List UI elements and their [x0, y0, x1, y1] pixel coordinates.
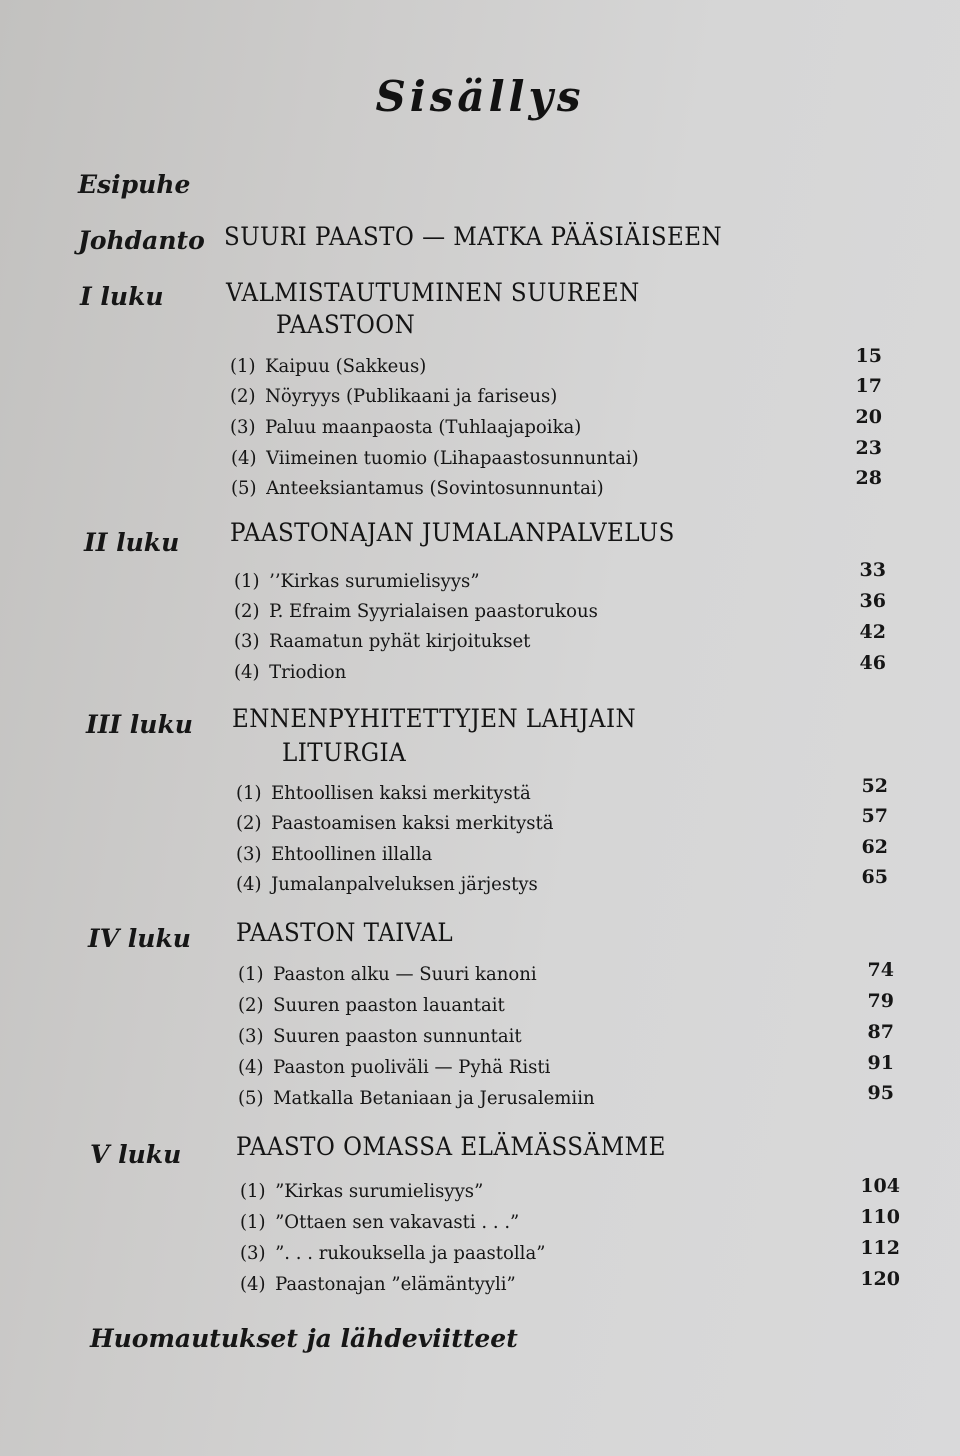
toc-entry[interactable]: (1) Paaston alku — Suuri kanoni	[238, 963, 537, 985]
page-number: 74	[867, 959, 894, 981]
toc-entry[interactable]: (4) Paastonajan ”elämäntyyli”	[240, 1273, 516, 1295]
toc-entry[interactable]: (2) Suuren paaston lauantait	[238, 994, 505, 1016]
page-number: 42	[859, 621, 886, 643]
chapter-title-line: PAASTOON	[276, 310, 416, 339]
chapter-title-line: PAASTON TAIVAL	[236, 918, 454, 947]
chapter-title-line: ENNENPYHITETTYJEN LAHJAIN	[232, 704, 637, 733]
page-number: 17	[855, 375, 882, 397]
toc-entry[interactable]: (2) P. Efraim Syyrialaisen paastorukous	[234, 600, 598, 622]
toc-entry[interactable]: (2) Paastoamisen kaksi merkitystä	[236, 812, 554, 834]
chapter-title-line: PAASTONAJAN JUMALANPALVELUS	[230, 518, 675, 547]
toc-entry[interactable]: (4) Jumalanpalveluksen järjestys	[236, 873, 538, 895]
page-number: 46	[859, 652, 886, 674]
toc-entry[interactable]: (4) Triodion	[234, 661, 347, 683]
toc-entry[interactable]: (4) Paaston puoliväli — Pyhä Risti	[238, 1056, 551, 1078]
toc-entry[interactable]: (3) ”. . . rukouksella ja paastolla”	[240, 1242, 546, 1264]
chapter-label: V luku	[90, 1140, 182, 1169]
page-number: 65	[861, 866, 888, 888]
page-number: 28	[855, 467, 882, 489]
page-number: 120	[860, 1268, 900, 1290]
toc-entry[interactable]: (1) ”Ottaen sen vakavasti . . .”	[240, 1211, 520, 1233]
chapter-title-line: LITURGIA	[282, 738, 407, 767]
page-number: 20	[855, 406, 882, 428]
page-number: 91	[867, 1052, 894, 1074]
toc-entry[interactable]: (1) ”Kirkas surumielisyys”	[240, 1180, 484, 1202]
page-number: 112	[860, 1237, 900, 1259]
toc-entry[interactable]: (1) ’’Kirkas surumielisyys”	[234, 570, 480, 592]
toc-entry[interactable]: (3) Ehtoollinen illalla	[236, 843, 433, 865]
toc-entry[interactable]: (5) Anteeksiantamus (Sovintosunnuntai)	[231, 477, 604, 499]
page-title: Sisällys	[375, 72, 585, 121]
chapter-label: III luku	[86, 710, 193, 739]
foreword-label: Esipuhe	[78, 170, 191, 199]
page-number: 79	[867, 990, 894, 1012]
page-number: 62	[861, 836, 888, 858]
page-number: 104	[860, 1175, 900, 1197]
notes-label: Huomautukset ja lähdeviitteet	[90, 1324, 518, 1353]
toc-entry[interactable]: (4) Viimeinen tuomio (Lihapaastosunnuntai)	[231, 447, 639, 469]
toc-entry[interactable]: (5) Matkalla Betaniaan ja Jerusalemiin	[238, 1087, 595, 1109]
page-number: 87	[867, 1021, 894, 1043]
chapter-label: II luku	[84, 528, 180, 557]
introduction-title: SUURI PAASTO — MATKA PÄÄSIÄISEEN	[224, 222, 723, 251]
page-number: 15	[855, 345, 882, 367]
page-number: 33	[859, 559, 886, 581]
toc-entry[interactable]: (1) Ehtoollisen kaksi merkitystä	[236, 782, 531, 804]
page-number: 23	[855, 437, 882, 459]
toc-entry[interactable]: (3) Suuren paaston sunnuntait	[238, 1025, 522, 1047]
page-number: 57	[861, 805, 888, 827]
toc-entry[interactable]: (3) Paluu maanpaosta (Tuhlaajapoika)	[230, 416, 582, 438]
page-number: 110	[860, 1206, 900, 1228]
toc-entry[interactable]: (2) Nöyryys (Publikaani ja fariseus)	[230, 385, 558, 407]
toc-entry[interactable]: (1) Kaipuu (Sakkeus)	[230, 355, 427, 377]
chapter-title-line: VALMISTAUTUMINEN SUUREEN	[226, 278, 640, 307]
page-number: 95	[867, 1082, 894, 1104]
introduction-label: Johdanto	[78, 226, 205, 255]
chapter-label: IV luku	[88, 924, 191, 953]
chapter-title-line: PAASTO OMASSA ELÄMÄSSÄMME	[236, 1132, 666, 1161]
page-number: 52	[861, 775, 888, 797]
toc-entry[interactable]: (3) Raamatun pyhät kirjoitukset	[234, 630, 531, 652]
chapter-label: I luku	[80, 282, 164, 311]
page-number: 36	[859, 590, 886, 612]
